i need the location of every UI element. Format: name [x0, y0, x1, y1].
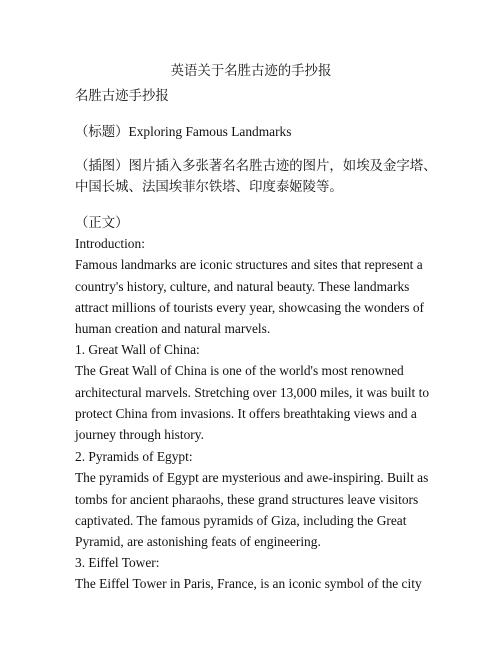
- section-pyramids: [75, 446, 437, 552]
- document-title: 英语关于名胜古迹的手抄报: [170, 63, 332, 78]
- section-heading: 1. Great Wall of China:: [75, 342, 200, 357]
- section-text: The Eiffel Tower in Paris, France, is an iconic symbol of the city: [75, 576, 422, 592]
- intro-section: [75, 233, 437, 339]
- intro-text: Famous landmarks are iconic structures and sites that represent a country's history, culture, and natural beauty. These landmarks attract millions of tourists every year, showcasing the wonders of human creation and natural marvels.: [75, 257, 425, 337]
- section-great-wall: [75, 339, 437, 445]
- section-eiffel: [75, 552, 437, 595]
- section-heading: 2. Pyramids of Egypt:: [75, 449, 193, 464]
- body-marker: （正文）: [75, 215, 129, 230]
- illustration-note-text: （插图）图片插入多张著名名胜古迹的图片，如埃及金字塔、中国长城、法国埃菲尔铁塔、印度泰姬陵等。: [75, 158, 437, 195]
- illustration-note: [75, 155, 437, 198]
- section-text: The pyramids of Egypt are mysterious and awe-inspiring. Built as tombs for ancient pharaohs, these grand structures leave visitors captivated. The famous pyramids of Giza, including the Great Pyramid, are astonishing feats of engineering.: [75, 470, 429, 550]
- document-subtitle: 名胜古迹手抄报: [75, 88, 169, 103]
- heading-line: （标题）Exploring Famous Landmarks: [75, 124, 292, 139]
- intro-heading: Introduction:: [75, 236, 145, 251]
- section-heading: 3. Eiffel Tower:: [75, 555, 160, 570]
- section-text: The Great Wall of China is one of the world's most renowned architectural marvels. Stretching over 13,000 miles, it was built to protect China from invasions. It offers breathtaking views and a journey through history.: [75, 363, 430, 443]
